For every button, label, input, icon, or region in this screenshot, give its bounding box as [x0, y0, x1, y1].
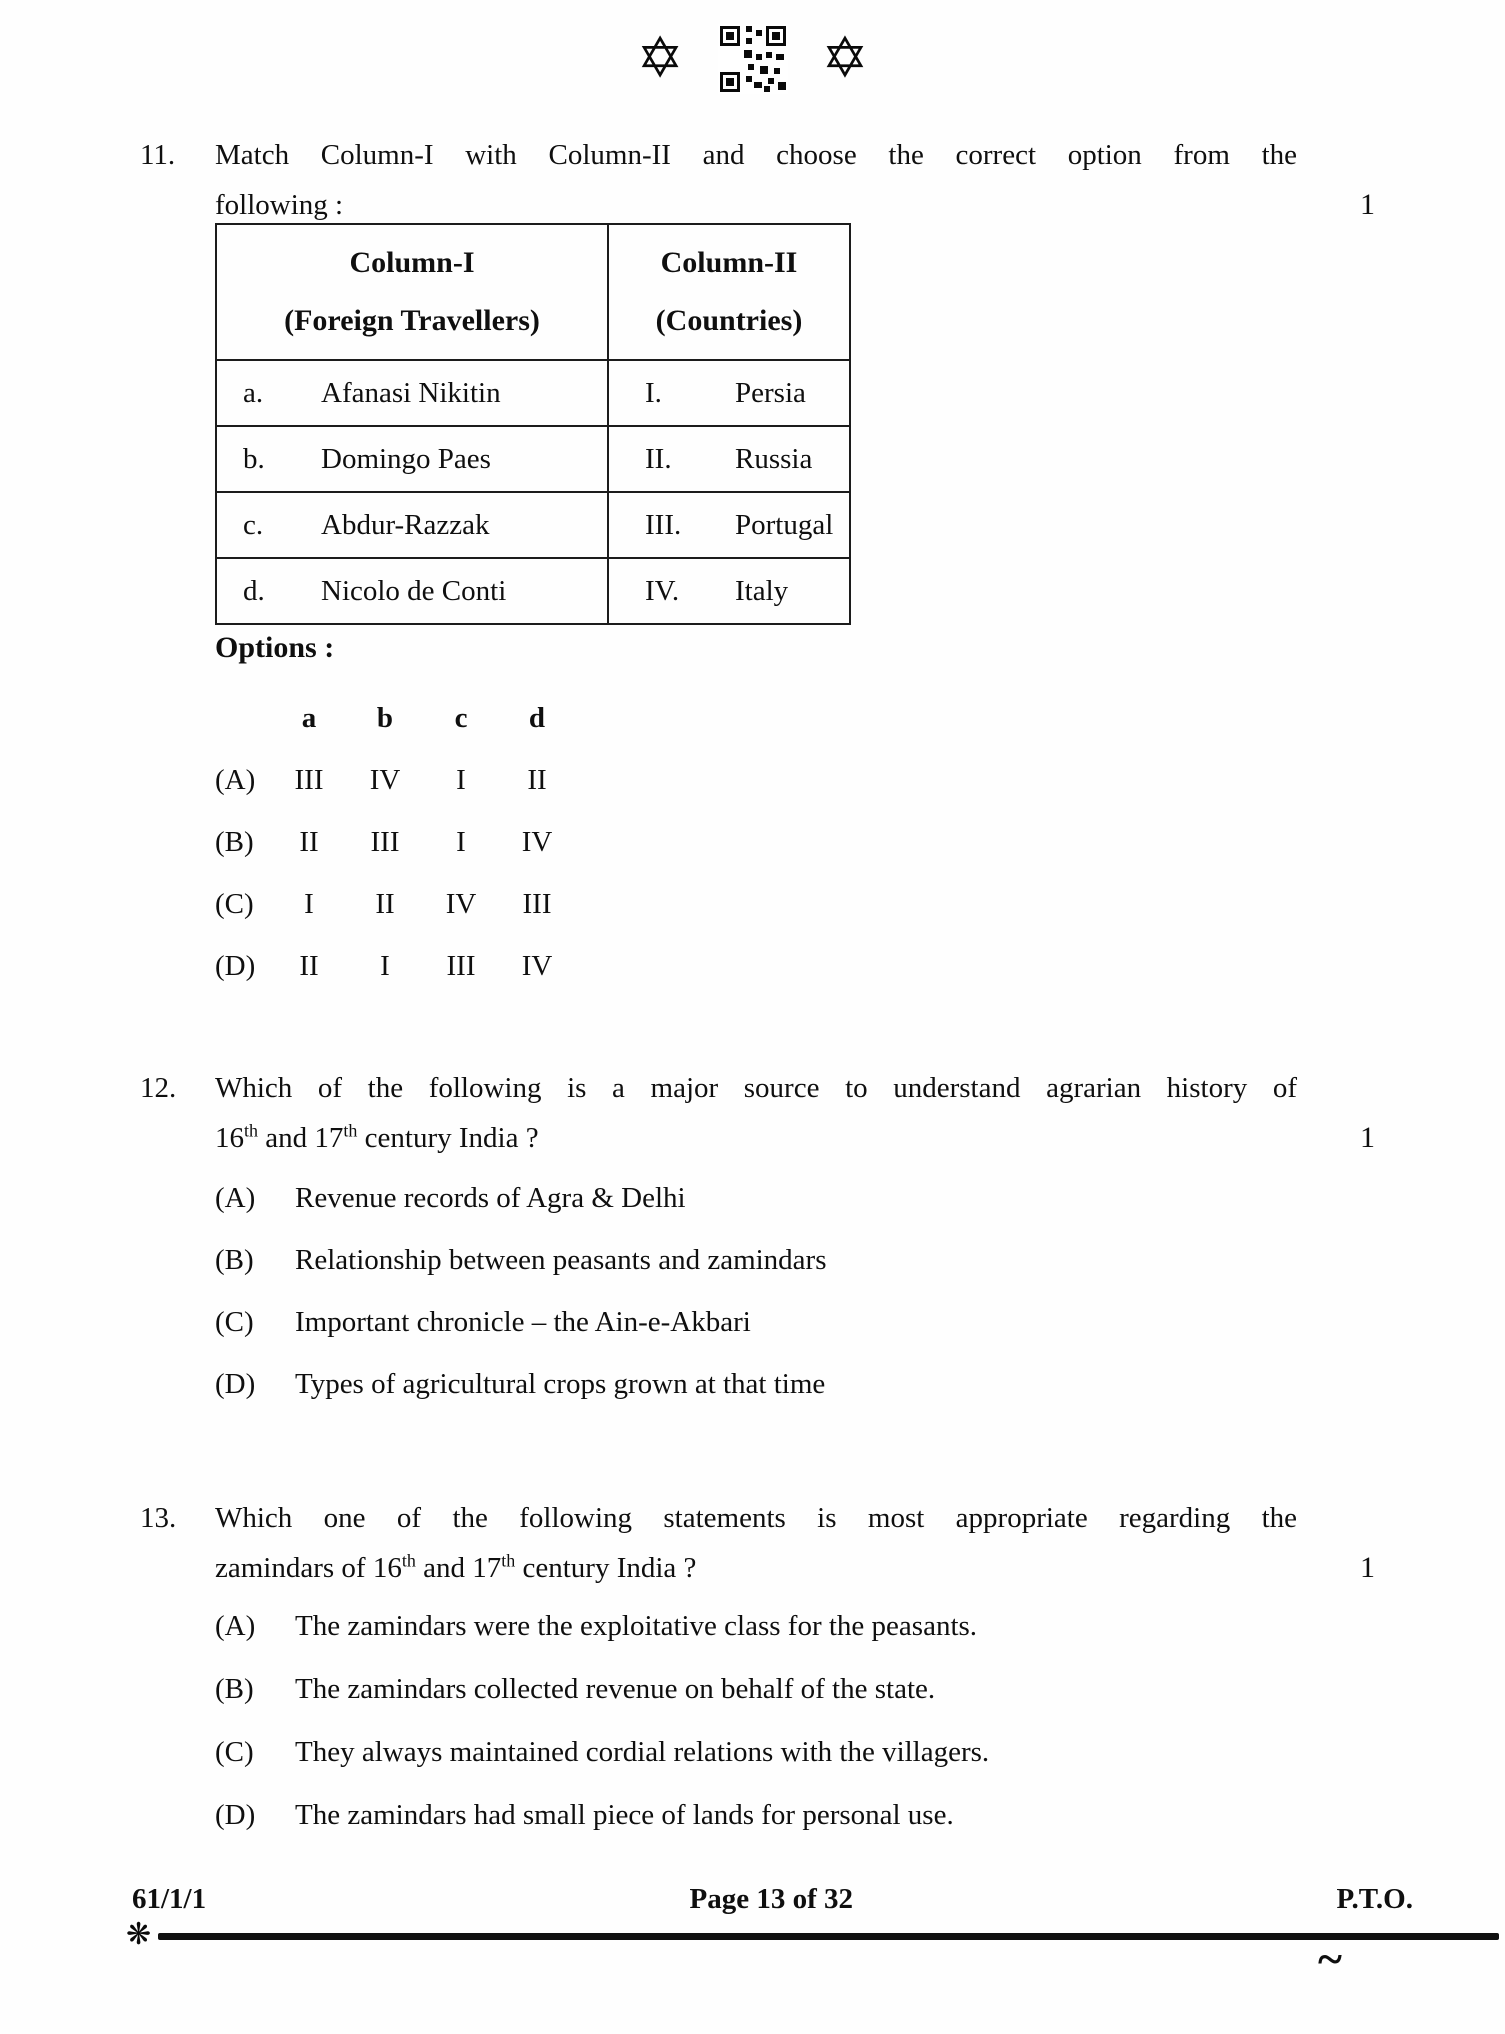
- question-text: Which one of the following statements is most appropriate regarding the zamindars of 16th and 17th century India ?: [215, 1502, 1297, 1584]
- option-label: (D): [215, 1368, 256, 1400]
- option-label: (C): [215, 888, 254, 920]
- question-number: 12.: [140, 1072, 177, 1104]
- options-grid-header: [215, 700, 575, 762]
- option-label: (B): [215, 1244, 254, 1276]
- option-row-C: (C) Important chronicle – the Ain-e-Akbari: [215, 1306, 751, 1338]
- tilde-mark: ~: [1318, 1933, 1342, 1984]
- column1-subtitle: (Foreign Travellers): [284, 304, 540, 337]
- col-letter-d: d: [528, 702, 546, 734]
- paper-code: 61/1/1: [132, 1883, 207, 1915]
- option-row-D: (D) The zamindars had small piece of lands for personal use.: [215, 1799, 954, 1831]
- col-letter-c: c: [454, 702, 468, 734]
- star-of-david-icon: ✡: [821, 26, 869, 91]
- option-label: (A): [215, 764, 256, 796]
- pinwheel-flower-icon: ❋: [126, 1917, 152, 1952]
- option-label: (D): [215, 950, 256, 982]
- question-number: 11.: [140, 139, 176, 171]
- q12-options: [215, 1180, 827, 1428]
- option-row-B: (B) The zamindars collected revenue on behalf of the state.: [215, 1673, 936, 1705]
- q11-options-grid: [215, 700, 575, 1010]
- option-label: (A): [215, 1610, 256, 1642]
- footer-divider-line: [158, 1933, 1499, 1940]
- table-row: b. Domingo Paes II. Russia: [216, 426, 850, 492]
- option-row-A: (A) III IV I II: [215, 764, 547, 796]
- column2-title: Column-II: [660, 246, 798, 279]
- pto-label: P.T.O.: [1336, 1883, 1413, 1915]
- marks-badge: 1: [1360, 188, 1375, 221]
- question-12: [140, 1063, 1375, 1163]
- match-columns-table: [215, 223, 851, 625]
- page-footer: [0, 1883, 1505, 1916]
- question-text: Which of the following is a major source to understand agrarian history of 16th and 17th century India ?: [215, 1072, 1297, 1154]
- qr-code: [718, 24, 788, 94]
- table-row: a. Afanasi Nikitin I. Persia: [216, 360, 850, 426]
- page-header-icons: [0, 24, 1505, 94]
- option-row-C: (C) They always maintained cordial relations with the villagers.: [215, 1736, 990, 1768]
- options-heading: Options :: [215, 631, 335, 664]
- column1-title: Column-I: [349, 246, 475, 279]
- option-row-C: (C) I II IV III: [215, 888, 552, 920]
- page-number: Page 13 of 32: [689, 1883, 854, 1915]
- option-label: (A): [215, 1182, 256, 1214]
- question-13: [140, 1493, 1375, 1593]
- table-header-row: [216, 224, 850, 360]
- marks-badge: 1: [1360, 1551, 1375, 1584]
- col-letter-a: a: [301, 702, 317, 734]
- option-row-A: (A) Revenue records of Agra & Delhi: [215, 1182, 686, 1214]
- option-label: (C): [215, 1736, 254, 1768]
- marks-badge: 1: [1360, 1121, 1375, 1154]
- option-row-A: (A) The zamindars were the exploitative class for the peasants.: [215, 1610, 978, 1642]
- column2-subtitle: (Countries): [655, 304, 803, 337]
- q11-options: [215, 630, 575, 1010]
- option-label: (B): [215, 826, 254, 858]
- q13-options: [215, 1608, 989, 1860]
- question-text: Match Column-I with Column-II and choose the correct option from the following :: [215, 139, 1297, 221]
- option-row-B: (B) Relationship between peasants and zamindars: [215, 1244, 827, 1276]
- option-label: (D): [215, 1799, 256, 1831]
- option-row-D: (D) Types of agricultural crops grown at that time: [215, 1368, 826, 1400]
- star-of-david-icon: ✡: [636, 26, 684, 91]
- table-row: c. Abdur-Razzak III. Portugal: [216, 492, 850, 558]
- option-row-D: (D) II I III IV: [215, 950, 553, 982]
- option-row-B: (B) II III I IV: [215, 826, 553, 858]
- col-letter-b: b: [376, 702, 394, 734]
- question-number: 13.: [140, 1502, 177, 1534]
- question-11: [140, 130, 1375, 230]
- table-row: d. Nicolo de Conti IV. Italy: [216, 558, 850, 624]
- option-label: (C): [215, 1306, 254, 1338]
- option-label: (B): [215, 1673, 254, 1705]
